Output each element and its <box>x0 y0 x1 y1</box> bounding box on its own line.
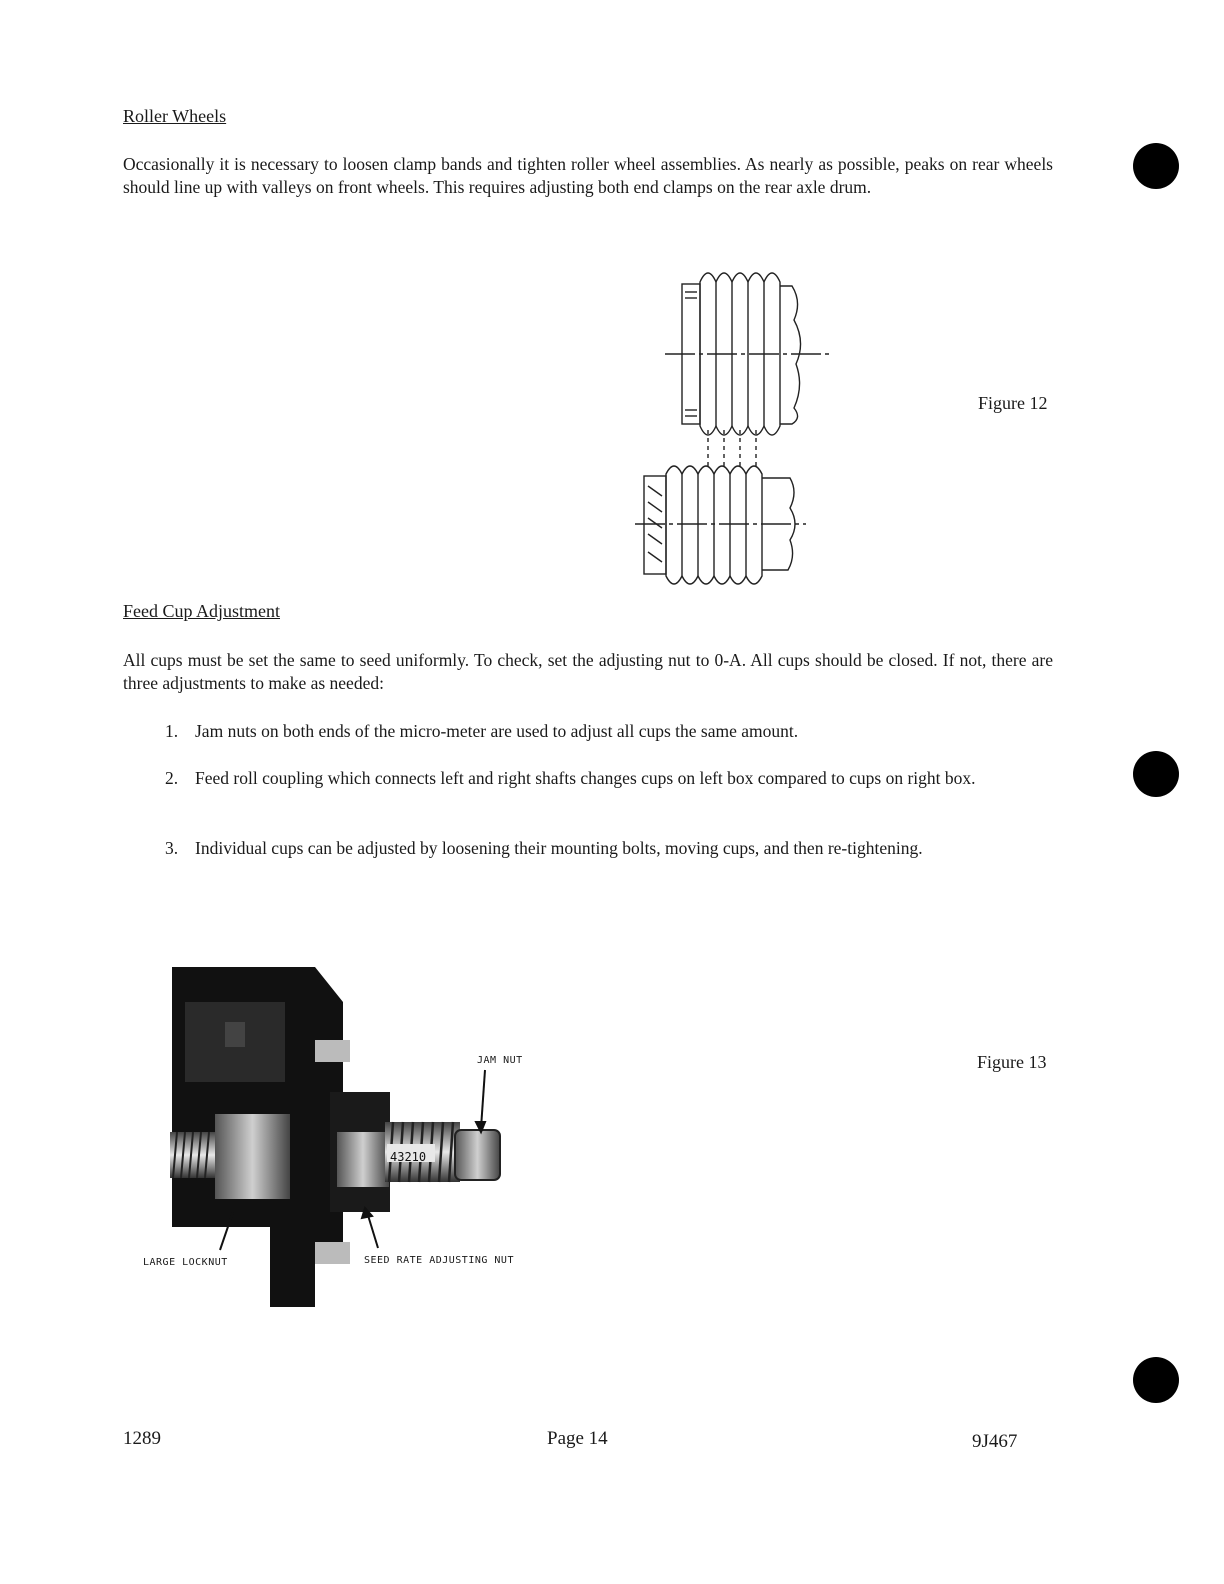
page-number: Page 14 <box>547 1428 608 1449</box>
list-item-text: Jam nuts on both ends of the micro-meter are used to adjust all cups the same amount. <box>195 721 799 741</box>
list-item-text: Feed roll coupling which connects left and right shafts changes cups on left box compared to cups on right box. <box>195 768 976 788</box>
punch-hole-middle <box>1133 751 1179 797</box>
roller-wheels-paragraph: Occasionally it is necessary to loosen clamp bands and tighten roller wheel assemblies. As nearly as possible, peaks on rear wheels should line up with valleys on front wheels. This requires adjusting both end clamps on the rear axle drum. <box>123 154 1053 197</box>
seed-rate-adjusting-nut-callout: SEED RATE ADJUSTING NUT <box>364 1255 514 1266</box>
list-item <box>165 767 1053 790</box>
large-locknut-callout: LARGE LOCKNUT <box>143 1257 228 1268</box>
feed-cup-paragraph: All cups must be set the same to seed uniformly. To check, set the adjusting nut to 0-A. All cups should be closed. If not, there are three adjustments to make as needed: <box>123 650 1053 693</box>
figure-12-roller-wheel-diagram <box>630 262 840 592</box>
micrometer-scale-marking: 43210 <box>390 1150 427 1164</box>
jam-nut-callout: JAM NUT <box>477 1055 523 1066</box>
roller-wheels-heading: Roller Wheels <box>123 106 227 126</box>
figure-13-label: Figure 13 <box>977 1052 1047 1072</box>
footer-left-code: 1289 <box>123 1428 161 1449</box>
feed-cup-heading: Feed Cup Adjustment <box>123 601 280 621</box>
list-item-number: 3. <box>165 838 179 858</box>
footer-right-code: 9J467 <box>972 1431 1018 1452</box>
list-item-number: 2. <box>165 768 179 788</box>
list-item-text: Individual cups can be adjusted by loosening their mounting bolts, moving cups, and then re-tightening. <box>195 838 923 858</box>
punch-hole-bottom <box>1133 1357 1179 1403</box>
punch-hole-top <box>1133 143 1179 189</box>
list-item-number: 1. <box>165 721 179 741</box>
list-item <box>165 837 1053 860</box>
list-item <box>165 720 1053 743</box>
figure-12-label: Figure 12 <box>978 393 1048 413</box>
